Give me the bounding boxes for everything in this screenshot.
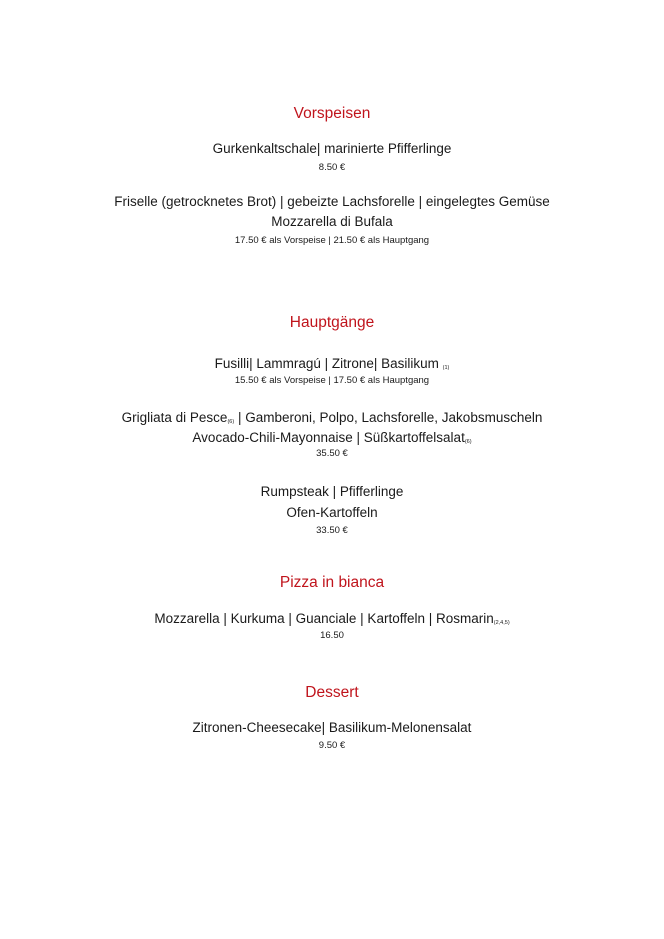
main-1-allergen-note: (1) bbox=[442, 365, 450, 371]
main-3-name: Rumpsteak | Pfifferlinge bbox=[260, 484, 404, 499]
section-title-dessert: Dessert bbox=[305, 684, 359, 701]
main-2-name bbox=[0, 409, 664, 431]
main-2-line2-allergen-note: (6) bbox=[464, 439, 472, 445]
starter-1-name: Gurkenkaltschale| marinierte Pfifferlinge bbox=[212, 141, 452, 156]
starter-2-price: 17.50 € als Vorspeise | 21.50 € als Hauptgang bbox=[234, 235, 430, 246]
dessert-1-price: 9.50 € bbox=[318, 740, 346, 751]
main-3-price: 33.50 € bbox=[316, 525, 348, 536]
starter-1-price: 8.50 € bbox=[318, 162, 346, 173]
main-2-name-text-a: Grigliata di Pesce bbox=[121, 410, 228, 425]
main-1-name-text: Fusilli| Lammragú | Zitrone| Basilikum bbox=[214, 356, 443, 371]
pizza-1-name-text: Mozzarella | Kurkuma | Guanciale | Kartoffeln | Rosmarin bbox=[154, 611, 494, 626]
main-2-name-text-b: | Gamberoni, Polpo, Lachsforelle, Jakobsmuscheln bbox=[234, 410, 543, 425]
main-2-line2-text: Avocado-Chili-Mayonnaise | Süßkartoffelsalat bbox=[192, 430, 465, 445]
starter-2-name-line2: Mozzarella di Bufala bbox=[271, 214, 393, 229]
section-title-pizza: Pizza in bianca bbox=[279, 574, 385, 591]
main-2-allergen-note: (6) bbox=[227, 419, 235, 425]
pizza-1-price: 16.50 bbox=[320, 630, 344, 641]
main-1-price: 15.50 € als Vorspeise | 17.50 € als Hauptgang bbox=[234, 375, 430, 386]
pizza-1-name bbox=[0, 610, 664, 632]
main-3-name-line2: Ofen-Kartoffeln bbox=[286, 505, 378, 520]
section-title-mains: Hauptgänge bbox=[289, 314, 375, 331]
main-2-price: 35.50 € bbox=[316, 448, 348, 459]
dessert-1-name: Zitronen-Cheesecake| Basilikum-Melonensalat bbox=[192, 720, 472, 735]
section-title-starters: Vorspeisen bbox=[293, 105, 371, 122]
main-1-name bbox=[0, 355, 664, 377]
pizza-1-allergen-note: (2,4,5) bbox=[493, 620, 510, 626]
starter-2-name: Friselle (getrocknetes Brot) | gebeizte Lachsforelle | eingelegtes Gemüse bbox=[114, 194, 550, 209]
